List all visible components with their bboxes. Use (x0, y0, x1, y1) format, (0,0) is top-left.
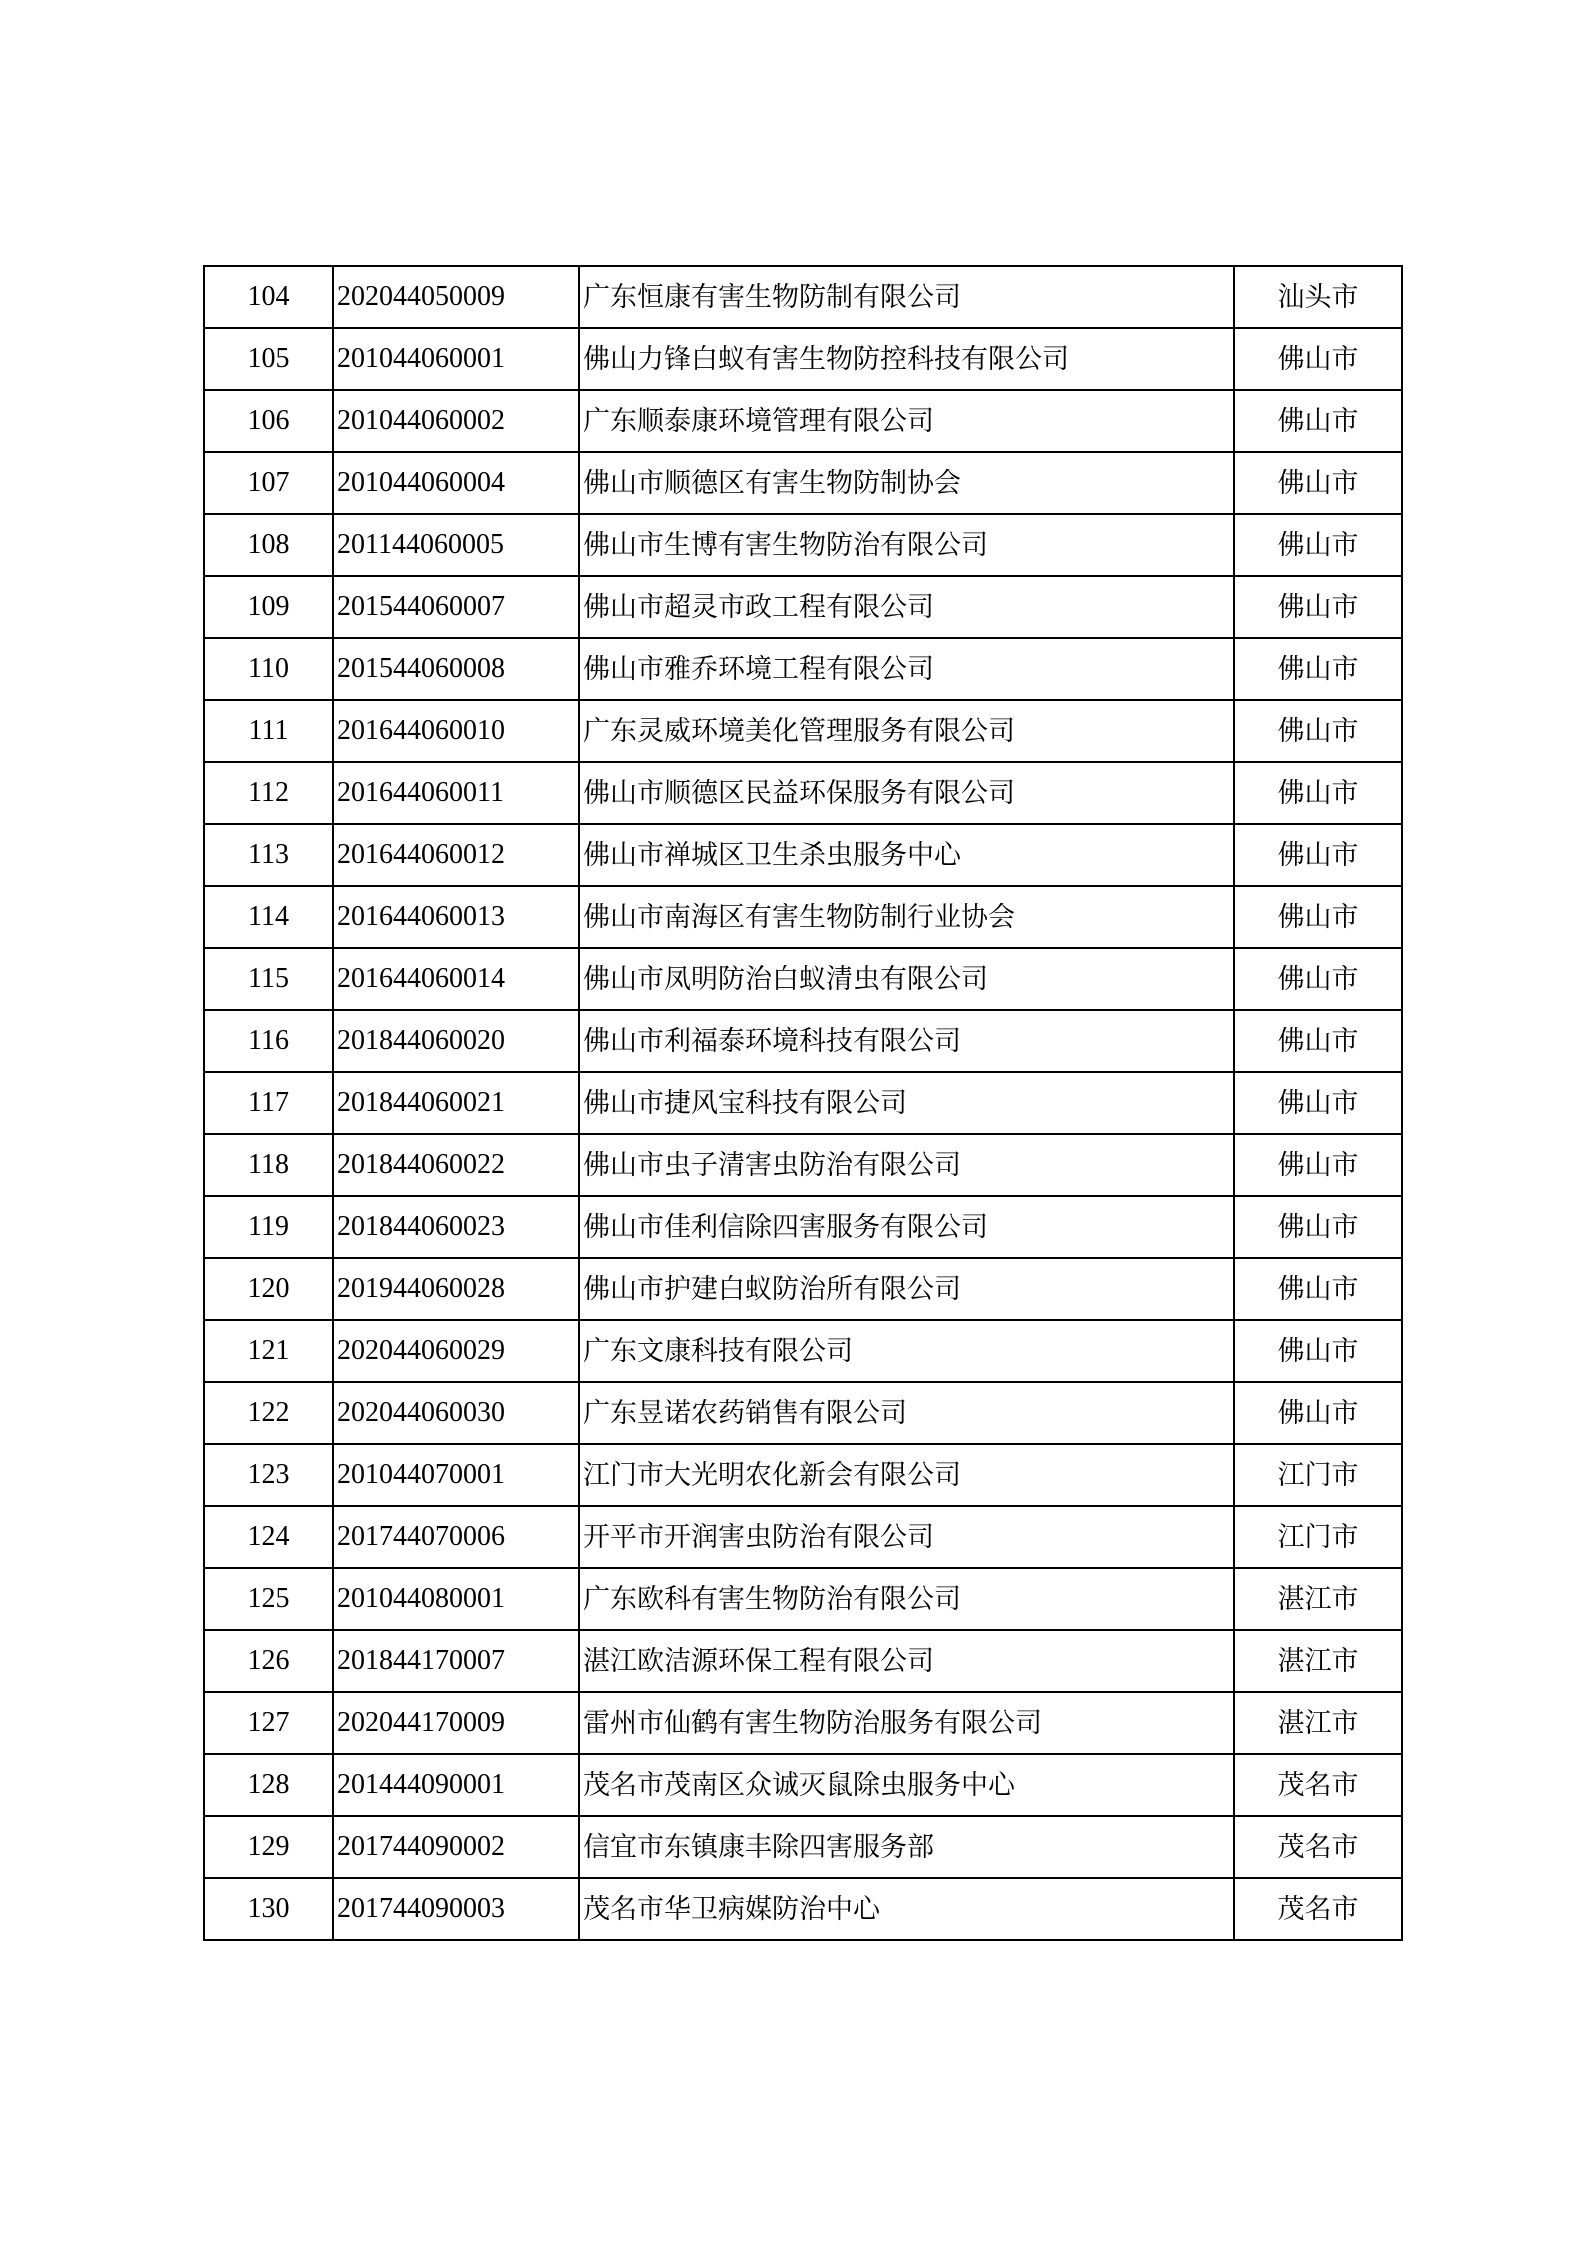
city-name: 佛山市 (1234, 1320, 1402, 1382)
registration-code: 201644060013 (333, 886, 579, 948)
table-row (204, 1134, 1402, 1196)
registration-code: 201044080001 (333, 1568, 579, 1630)
table-row (204, 1320, 1402, 1382)
row-number: 117 (204, 1072, 333, 1134)
table-row (204, 1444, 1402, 1506)
registration-code: 201444090001 (333, 1754, 579, 1816)
company-name: 广东文康科技有限公司 (579, 1320, 1234, 1382)
row-number: 120 (204, 1258, 333, 1320)
table-row (204, 638, 1402, 700)
registration-code: 202044170009 (333, 1692, 579, 1754)
company-name: 茂名市华卫病媒防治中心 (579, 1878, 1234, 1940)
table-row (204, 1878, 1402, 1940)
registration-code: 201544060008 (333, 638, 579, 700)
row-number: 111 (204, 700, 333, 762)
table-row (204, 1196, 1402, 1258)
row-number: 113 (204, 824, 333, 886)
company-name: 雷州市仙鹤有害生物防治服务有限公司 (579, 1692, 1234, 1754)
registration-code: 201844060023 (333, 1196, 579, 1258)
row-number: 115 (204, 948, 333, 1010)
company-name: 佛山市超灵市政工程有限公司 (579, 576, 1234, 638)
registration-code: 201844060022 (333, 1134, 579, 1196)
row-number: 130 (204, 1878, 333, 1940)
company-name: 佛山市佳利信除四害服务有限公司 (579, 1196, 1234, 1258)
row-number: 105 (204, 328, 333, 390)
table-row (204, 452, 1402, 514)
city-name: 湛江市 (1234, 1692, 1402, 1754)
city-name: 佛山市 (1234, 1134, 1402, 1196)
company-name: 广东欧科有害生物防治有限公司 (579, 1568, 1234, 1630)
registry-table (203, 265, 1403, 1941)
table-row (204, 1630, 1402, 1692)
table-row (204, 328, 1402, 390)
city-name: 汕头市 (1234, 266, 1402, 328)
registry-table-body (204, 266, 1402, 1940)
registration-code: 201844060021 (333, 1072, 579, 1134)
city-name: 佛山市 (1234, 948, 1402, 1010)
row-number: 108 (204, 514, 333, 576)
city-name: 佛山市 (1234, 824, 1402, 886)
company-name: 佛山市禅城区卫生杀虫服务中心 (579, 824, 1234, 886)
table-row (204, 886, 1402, 948)
row-number: 128 (204, 1754, 333, 1816)
table-row (204, 514, 1402, 576)
table-row (204, 1506, 1402, 1568)
company-name: 广东恒康有害生物防制有限公司 (579, 266, 1234, 328)
city-name: 佛山市 (1234, 390, 1402, 452)
city-name: 佛山市 (1234, 1382, 1402, 1444)
table-row (204, 1258, 1402, 1320)
city-name: 佛山市 (1234, 328, 1402, 390)
city-name: 佛山市 (1234, 762, 1402, 824)
registration-code: 201744090002 (333, 1816, 579, 1878)
registration-code: 202044060029 (333, 1320, 579, 1382)
registration-code: 201044060002 (333, 390, 579, 452)
row-number: 122 (204, 1382, 333, 1444)
company-name: 广东顺泰康环境管理有限公司 (579, 390, 1234, 452)
city-name: 茂名市 (1234, 1754, 1402, 1816)
company-name: 佛山市捷风宝科技有限公司 (579, 1072, 1234, 1134)
row-number: 116 (204, 1010, 333, 1072)
row-number: 125 (204, 1568, 333, 1630)
city-name: 湛江市 (1234, 1630, 1402, 1692)
company-name: 佛山市护建白蚁防治所有限公司 (579, 1258, 1234, 1320)
city-name: 佛山市 (1234, 886, 1402, 948)
table-row (204, 1754, 1402, 1816)
company-name: 佛山市虫子清害虫防治有限公司 (579, 1134, 1234, 1196)
registration-code: 201144060005 (333, 514, 579, 576)
registration-code: 201744090003 (333, 1878, 579, 1940)
registration-code: 202044050009 (333, 266, 579, 328)
registration-code: 201844170007 (333, 1630, 579, 1692)
registration-code: 201044070001 (333, 1444, 579, 1506)
table-row (204, 576, 1402, 638)
company-name: 江门市大光明农化新会有限公司 (579, 1444, 1234, 1506)
company-name: 湛江欧洁源环保工程有限公司 (579, 1630, 1234, 1692)
table-row (204, 1816, 1402, 1878)
company-name: 佛山市顺德区有害生物防制协会 (579, 452, 1234, 514)
company-name: 信宜市东镇康丰除四害服务部 (579, 1816, 1234, 1878)
registration-code: 201944060028 (333, 1258, 579, 1320)
table-row (204, 700, 1402, 762)
company-name: 茂名市茂南区众诚灭鼠除虫服务中心 (579, 1754, 1234, 1816)
row-number: 110 (204, 638, 333, 700)
city-name: 佛山市 (1234, 1072, 1402, 1134)
row-number: 121 (204, 1320, 333, 1382)
row-number: 123 (204, 1444, 333, 1506)
row-number: 129 (204, 1816, 333, 1878)
city-name: 江门市 (1234, 1506, 1402, 1568)
table-row (204, 1568, 1402, 1630)
registration-code: 201844060020 (333, 1010, 579, 1072)
city-name: 佛山市 (1234, 1010, 1402, 1072)
registration-code: 201544060007 (333, 576, 579, 638)
company-name: 佛山市凤明防治白蚁清虫有限公司 (579, 948, 1234, 1010)
city-name: 佛山市 (1234, 514, 1402, 576)
company-name: 佛山市利福泰环境科技有限公司 (579, 1010, 1234, 1072)
registration-code: 201644060010 (333, 700, 579, 762)
table-row (204, 948, 1402, 1010)
row-number: 109 (204, 576, 333, 638)
row-number: 114 (204, 886, 333, 948)
city-name: 江门市 (1234, 1444, 1402, 1506)
company-name: 佛山市雅乔环境工程有限公司 (579, 638, 1234, 700)
row-number: 107 (204, 452, 333, 514)
table-row (204, 390, 1402, 452)
row-number: 124 (204, 1506, 333, 1568)
city-name: 佛山市 (1234, 1258, 1402, 1320)
city-name: 茂名市 (1234, 1816, 1402, 1878)
city-name: 佛山市 (1234, 1196, 1402, 1258)
city-name: 佛山市 (1234, 700, 1402, 762)
city-name: 佛山市 (1234, 452, 1402, 514)
table-row (204, 1010, 1402, 1072)
company-name: 开平市开润害虫防治有限公司 (579, 1506, 1234, 1568)
table-row (204, 1692, 1402, 1754)
city-name: 茂名市 (1234, 1878, 1402, 1940)
registration-code: 202044060030 (333, 1382, 579, 1444)
row-number: 126 (204, 1630, 333, 1692)
company-name: 佛山市南海区有害生物防制行业协会 (579, 886, 1234, 948)
city-name: 湛江市 (1234, 1568, 1402, 1630)
table-row (204, 266, 1402, 328)
registration-code: 201644060014 (333, 948, 579, 1010)
company-name: 佛山力锋白蚁有害生物防控科技有限公司 (579, 328, 1234, 390)
registration-code: 201744070006 (333, 1506, 579, 1568)
registration-code: 201644060011 (333, 762, 579, 824)
company-name: 佛山市生博有害生物防治有限公司 (579, 514, 1234, 576)
table-row (204, 762, 1402, 824)
company-name: 广东昱诺农药销售有限公司 (579, 1382, 1234, 1444)
row-number: 104 (204, 266, 333, 328)
table-row (204, 1072, 1402, 1134)
city-name: 佛山市 (1234, 638, 1402, 700)
row-number: 127 (204, 1692, 333, 1754)
row-number: 106 (204, 390, 333, 452)
row-number: 119 (204, 1196, 333, 1258)
city-name: 佛山市 (1234, 576, 1402, 638)
company-name: 佛山市顺德区民益环保服务有限公司 (579, 762, 1234, 824)
row-number: 118 (204, 1134, 333, 1196)
registration-code: 201044060001 (333, 328, 579, 390)
registration-code: 201044060004 (333, 452, 579, 514)
table-row (204, 1382, 1402, 1444)
registration-code: 201644060012 (333, 824, 579, 886)
company-name: 广东灵威环境美化管理服务有限公司 (579, 700, 1234, 762)
table-row (204, 824, 1402, 886)
row-number: 112 (204, 762, 333, 824)
